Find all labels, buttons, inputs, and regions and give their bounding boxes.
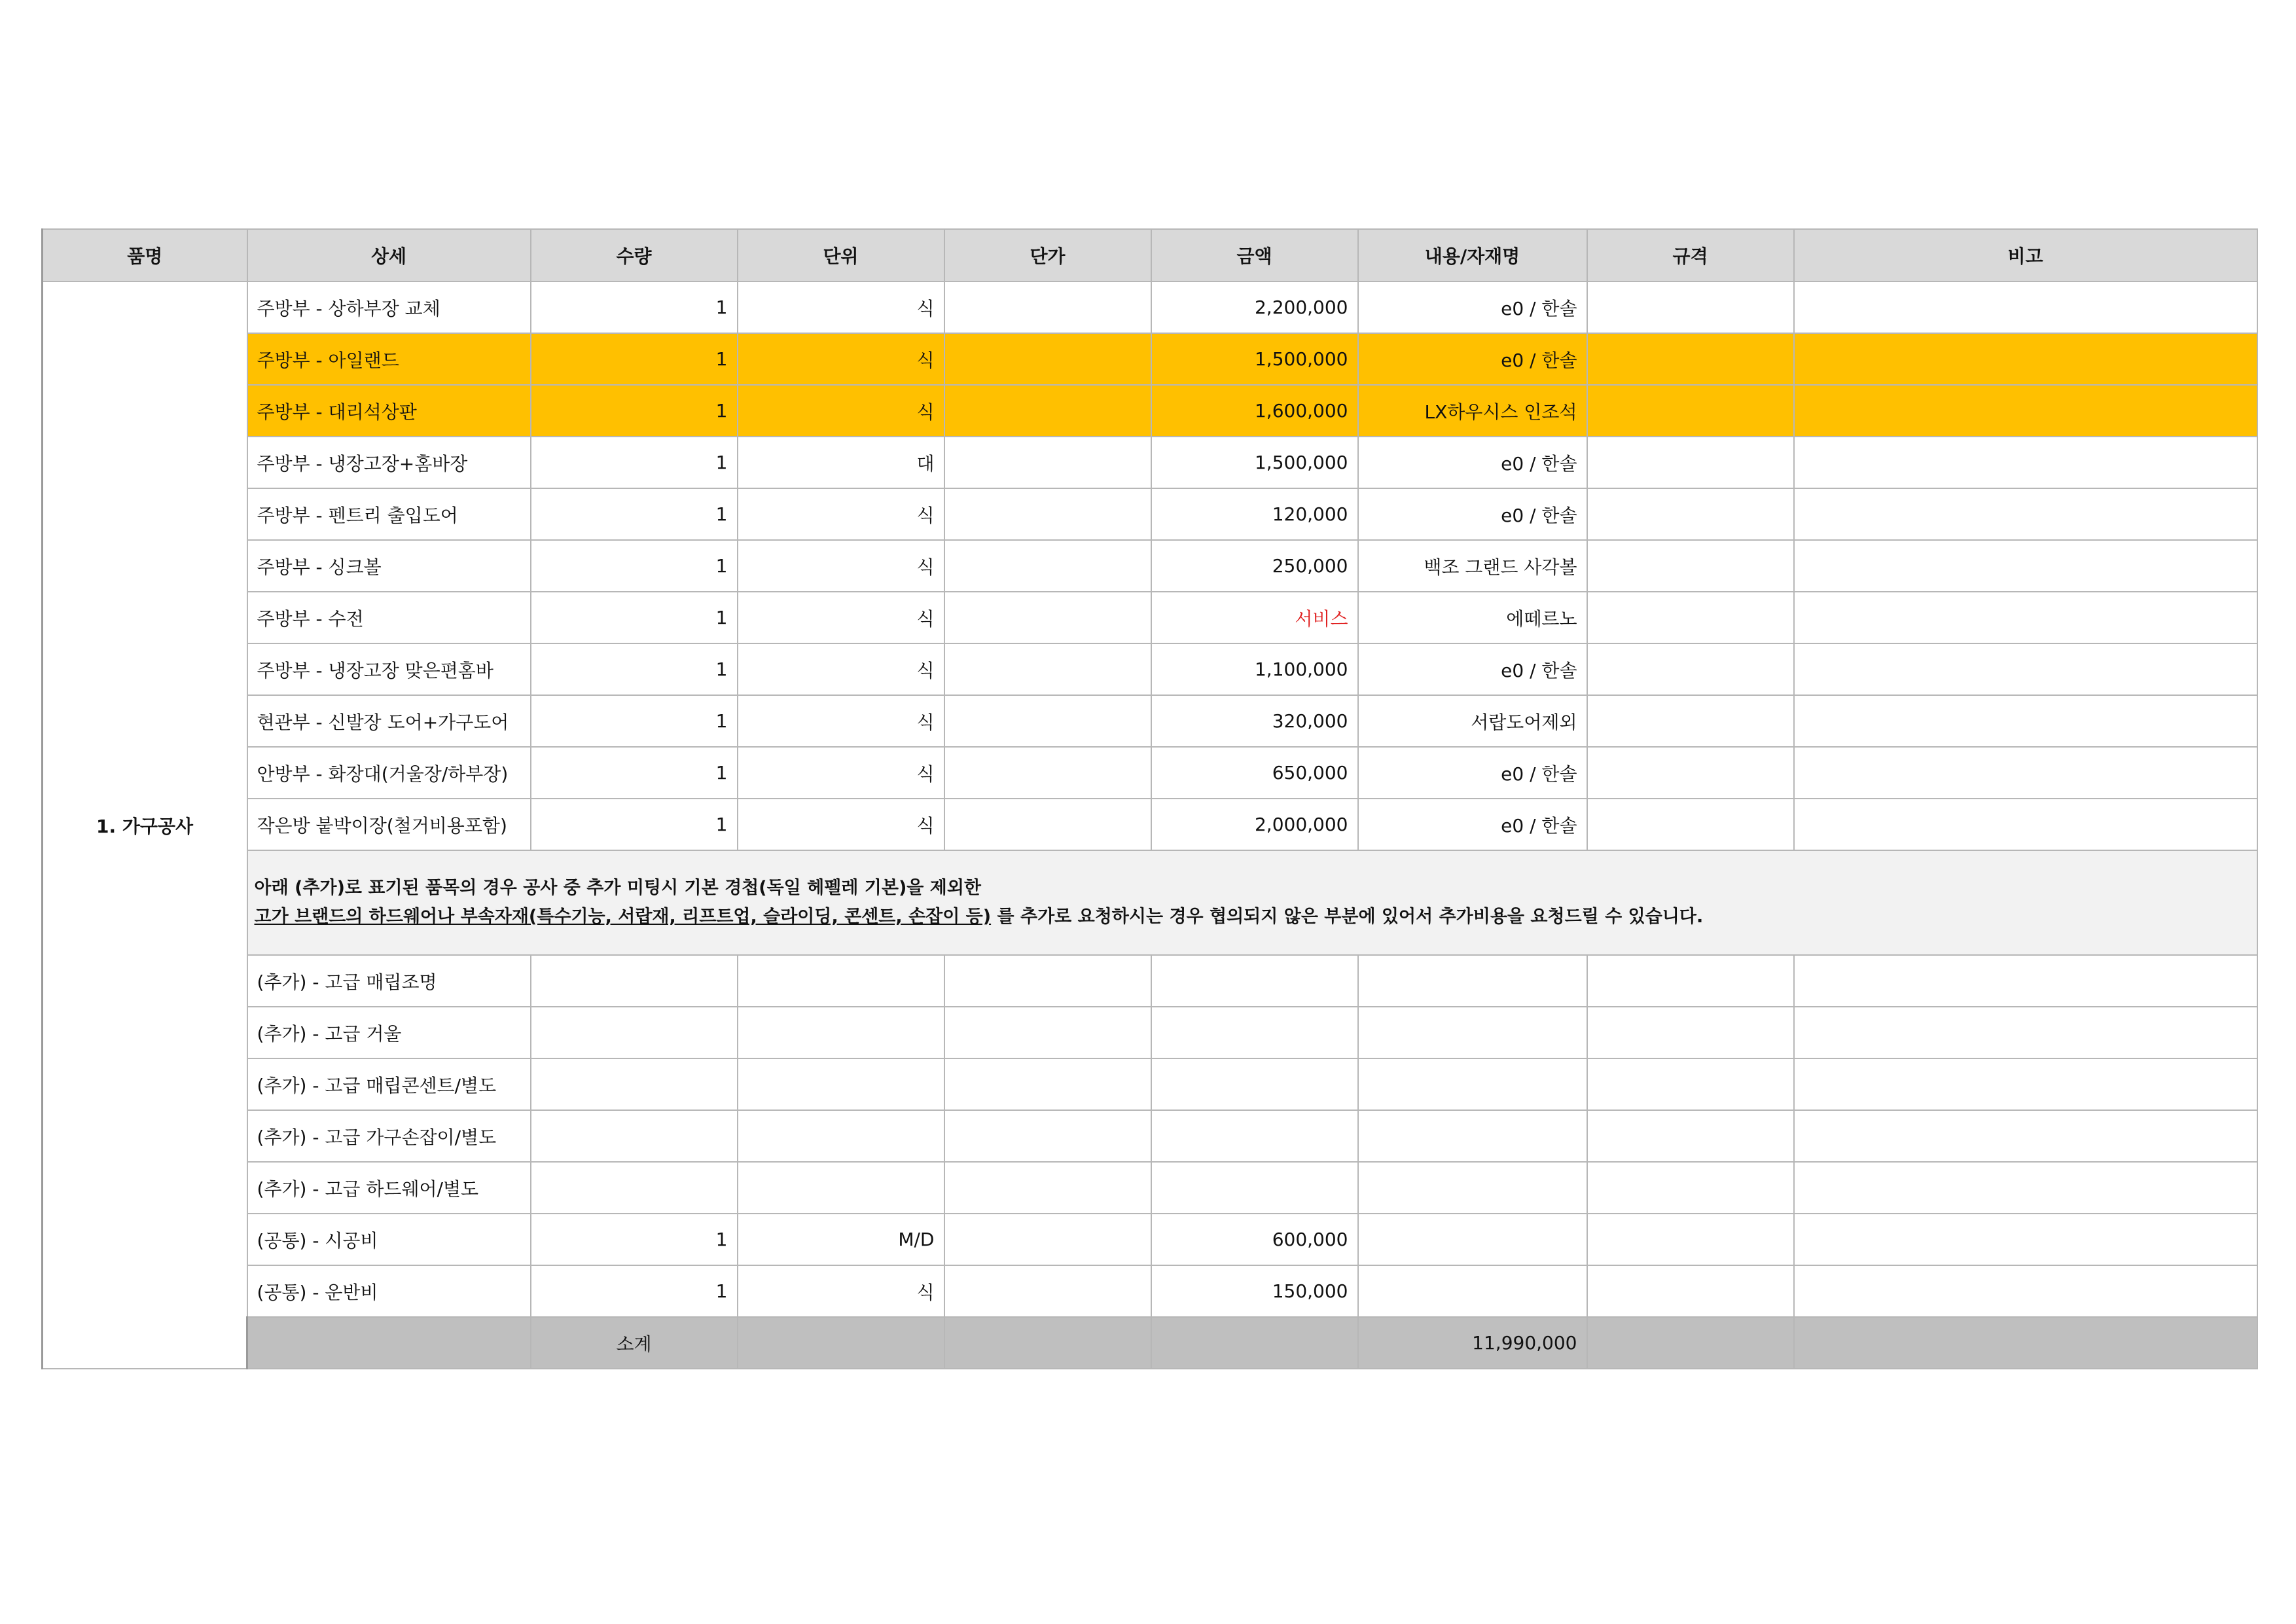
group-label: 1. 가구공사 <box>43 281 247 1369</box>
qty-cell: 1 <box>531 333 738 385</box>
subtotal-unit-cell <box>944 1317 1151 1369</box>
remarks-cell <box>1794 1058 2257 1110</box>
table-row <box>43 1214 2257 1265</box>
remarks-cell <box>1794 695 2257 747</box>
spec-cell <box>1587 1110 1794 1162</box>
spec-cell <box>1587 1214 1794 1265</box>
material-cell: 백조 그랜드 사각볼 <box>1358 540 1587 592</box>
unit-price-cell <box>944 799 1151 850</box>
subtotal-spec-cell <box>1794 1317 2257 1369</box>
remarks-cell <box>1794 281 2257 333</box>
remarks-cell <box>1794 1265 2257 1317</box>
spec-cell <box>1587 1162 1794 1214</box>
table-row <box>43 281 2257 333</box>
amount-cell: 320,000 <box>1151 695 1358 747</box>
header-cell-detail: 상세 <box>247 229 531 281</box>
header-cell-remarks: 비고 <box>1794 229 2257 281</box>
note-row <box>43 850 2257 955</box>
remarks-cell <box>1794 1214 2257 1265</box>
spec-cell <box>1587 1007 1794 1058</box>
spec-cell <box>1587 1058 1794 1110</box>
spec-cell <box>1587 540 1794 592</box>
amount-cell <box>1151 1110 1358 1162</box>
qty-cell: 1 <box>531 540 738 592</box>
material-cell <box>1358 1110 1587 1162</box>
qty-cell <box>531 1058 738 1110</box>
remarks-cell <box>1794 592 2257 643</box>
unit-price-cell <box>944 385 1151 437</box>
unit-price-cell <box>944 437 1151 488</box>
amount-cell <box>1151 1162 1358 1214</box>
remarks-cell <box>1794 540 2257 592</box>
amount-cell <box>1151 1058 1358 1110</box>
unit-cell <box>738 1058 944 1110</box>
material-cell: 에떼르노 <box>1358 592 1587 643</box>
material-cell <box>1358 1214 1587 1265</box>
unit-price-cell <box>944 695 1151 747</box>
estimate-table <box>41 228 2258 1369</box>
spec-cell <box>1587 643 1794 695</box>
unit-cell: 식 <box>738 281 944 333</box>
table-row <box>43 799 2257 850</box>
amount-cell: 650,000 <box>1151 747 1358 799</box>
detail-cell: 작은방 붙박이장(철거비용포함) <box>247 799 531 850</box>
unit-price-cell <box>944 281 1151 333</box>
header-cell-name: 품명 <box>43 229 247 281</box>
unit-price-cell <box>944 1162 1151 1214</box>
unit-cell <box>738 1162 944 1214</box>
unit-cell: 식 <box>738 747 944 799</box>
detail-cell: 주방부 - 아일랜드 <box>247 333 531 385</box>
detail-cell: 주방부 - 펜트리 출입도어 <box>247 488 531 540</box>
unit-cell: 식 <box>738 540 944 592</box>
detail-cell: 주방부 - 냉장고장+홈바장 <box>247 437 531 488</box>
spec-cell <box>1587 1265 1794 1317</box>
header-cell-unit-price: 단가 <box>944 229 1151 281</box>
amount-cell: 250,000 <box>1151 540 1358 592</box>
unit-price-cell <box>944 592 1151 643</box>
header-cell-material: 내용/자재명 <box>1358 229 1587 281</box>
unit-price-cell <box>944 1214 1151 1265</box>
qty-cell <box>531 1007 738 1058</box>
spec-cell <box>1587 592 1794 643</box>
table-row <box>43 955 2257 1007</box>
spec-cell <box>1587 437 1794 488</box>
detail-cell: (추가) - 고급 매립콘센트/별도 <box>247 1058 531 1110</box>
subtotal-name-cell <box>247 1317 531 1369</box>
unit-cell <box>738 1110 944 1162</box>
qty-cell: 1 <box>531 281 738 333</box>
detail-cell: (추가) - 고급 매립조명 <box>247 955 531 1007</box>
material-cell: e0 / 한솔 <box>1358 747 1587 799</box>
qty-cell <box>531 1110 738 1162</box>
detail-cell: 현관부 - 신발장 도어+가구도어 <box>247 695 531 747</box>
unit-cell: 식 <box>738 1265 944 1317</box>
remarks-cell <box>1794 955 2257 1007</box>
table-row <box>43 540 2257 592</box>
subtotal-row <box>43 1317 2257 1369</box>
remarks-cell <box>1794 1007 2257 1058</box>
qty-cell <box>531 955 738 1007</box>
detail-cell: 주방부 - 상하부장 교체 <box>247 281 531 333</box>
unit-cell: 식 <box>738 385 944 437</box>
qty-cell: 1 <box>531 1265 738 1317</box>
unit-price-cell <box>944 1007 1151 1058</box>
qty-cell <box>531 1162 738 1214</box>
table-row <box>43 333 2257 385</box>
note-cell <box>247 850 2257 955</box>
material-cell <box>1358 955 1587 1007</box>
subtotal-material-cell <box>1587 1317 1794 1369</box>
remarks-cell <box>1794 799 2257 850</box>
detail-cell: 주방부 - 싱크볼 <box>247 540 531 592</box>
header-cell-qty: 수량 <box>531 229 738 281</box>
unit-cell: 식 <box>738 333 944 385</box>
qty-cell: 1 <box>531 385 738 437</box>
remarks-cell <box>1794 385 2257 437</box>
material-cell <box>1358 1265 1587 1317</box>
note-rest-text: 를 추가로 요청하시는 경우 협의되지 않은 부분에 있어서 추가비용을 요청드릴 수 있습니다. <box>991 907 1704 927</box>
material-cell <box>1358 1058 1587 1110</box>
material-cell: e0 / 한솔 <box>1358 643 1587 695</box>
remarks-cell <box>1794 747 2257 799</box>
qty-cell: 1 <box>531 592 738 643</box>
detail-cell: 안방부 - 화장대(거울장/하부장) <box>247 747 531 799</box>
unit-price-cell <box>944 333 1151 385</box>
detail-cell: (공통) - 운반비 <box>247 1265 531 1317</box>
unit-cell: 식 <box>738 592 944 643</box>
amount-cell: 1,500,000 <box>1151 437 1358 488</box>
unit-cell: 식 <box>738 695 944 747</box>
spec-cell <box>1587 799 1794 850</box>
amount-cell <box>1151 1007 1358 1058</box>
table-row <box>43 1162 2257 1214</box>
qty-cell: 1 <box>531 799 738 850</box>
spec-cell <box>1587 955 1794 1007</box>
remarks-cell <box>1794 437 2257 488</box>
spec-cell <box>1587 333 1794 385</box>
amount-cell: 120,000 <box>1151 488 1358 540</box>
detail-cell: (추가) - 고급 거울 <box>247 1007 531 1058</box>
qty-cell: 1 <box>531 695 738 747</box>
unit-price-cell <box>944 540 1151 592</box>
remarks-cell <box>1794 333 2257 385</box>
material-cell: e0 / 한솔 <box>1358 333 1587 385</box>
material-cell: e0 / 한솔 <box>1358 799 1587 850</box>
unit-price-cell <box>944 1110 1151 1162</box>
qty-cell: 1 <box>531 1214 738 1265</box>
spec-cell <box>1587 281 1794 333</box>
note-line-1: 아래 (추가)로 표기된 품목의 경우 공사 중 추가 미팅시 기본 경첩(독일 헤펠레 기본)을 제외한 <box>254 878 982 898</box>
table-row <box>43 385 2257 437</box>
unit-cell: 식 <box>738 643 944 695</box>
unit-cell: M/D <box>738 1214 944 1265</box>
detail-cell: (추가) - 고급 하드웨어/별도 <box>247 1162 531 1214</box>
remarks-cell <box>1794 1162 2257 1214</box>
spec-cell <box>1587 747 1794 799</box>
subtotal-unit-price-cell <box>1151 1317 1358 1369</box>
remarks-cell <box>1794 1110 2257 1162</box>
note-line-2 <box>255 903 2250 931</box>
subtotal-qty-cell <box>738 1317 944 1369</box>
amount-cell <box>1151 955 1358 1007</box>
header-cell-amount: 금액 <box>1151 229 1358 281</box>
header-row <box>43 229 2257 281</box>
amount-cell: 2,000,000 <box>1151 799 1358 850</box>
qty-cell: 1 <box>531 437 738 488</box>
material-cell: e0 / 한솔 <box>1358 437 1587 488</box>
material-cell: 서랍도어제외 <box>1358 695 1587 747</box>
unit-price-cell <box>944 747 1151 799</box>
spec-cell <box>1587 385 1794 437</box>
table-row <box>43 488 2257 540</box>
material-cell: LX하우시스 인조석 <box>1358 385 1587 437</box>
table-row <box>43 643 2257 695</box>
table-row <box>43 1007 2257 1058</box>
amount-cell: 서비스 <box>1151 592 1358 643</box>
qty-cell: 1 <box>531 643 738 695</box>
remarks-cell <box>1794 488 2257 540</box>
qty-cell: 1 <box>531 488 738 540</box>
unit-price-cell <box>944 955 1151 1007</box>
table-row <box>43 437 2257 488</box>
detail-cell: 주방부 - 대리석상판 <box>247 385 531 437</box>
table-row <box>43 592 2257 643</box>
unit-cell: 대 <box>738 437 944 488</box>
unit-price-cell <box>944 643 1151 695</box>
table-row <box>43 747 2257 799</box>
detail-cell: (공통) - 시공비 <box>247 1214 531 1265</box>
subtotal-amount: 11,990,000 <box>1358 1317 1587 1369</box>
remarks-cell <box>1794 643 2257 695</box>
amount-cell: 1,100,000 <box>1151 643 1358 695</box>
detail-cell: 주방부 - 수전 <box>247 592 531 643</box>
material-cell: e0 / 한솔 <box>1358 281 1587 333</box>
unit-cell: 식 <box>738 799 944 850</box>
material-cell: e0 / 한솔 <box>1358 488 1587 540</box>
table-row <box>43 1265 2257 1317</box>
header-cell-unit: 단위 <box>738 229 944 281</box>
unit-price-cell <box>944 1265 1151 1317</box>
amount-cell: 1,600,000 <box>1151 385 1358 437</box>
amount-cell: 150,000 <box>1151 1265 1358 1317</box>
amount-cell: 1,500,000 <box>1151 333 1358 385</box>
spec-cell <box>1587 488 1794 540</box>
material-cell <box>1358 1162 1587 1214</box>
table-row <box>43 1110 2257 1162</box>
subtotal-label: 소계 <box>531 1317 738 1369</box>
unit-price-cell <box>944 1058 1151 1110</box>
unit-cell <box>738 955 944 1007</box>
amount-cell: 600,000 <box>1151 1214 1358 1265</box>
detail-cell: (추가) - 고급 가구손잡이/별도 <box>247 1110 531 1162</box>
header-cell-spec: 규격 <box>1587 229 1794 281</box>
table-row <box>43 695 2257 747</box>
unit-cell: 식 <box>738 488 944 540</box>
qty-cell: 1 <box>531 747 738 799</box>
amount-cell: 2,200,000 <box>1151 281 1358 333</box>
spec-cell <box>1587 695 1794 747</box>
detail-cell: 주방부 - 냉장고장 맞은편홈바 <box>247 643 531 695</box>
unit-cell <box>738 1007 944 1058</box>
unit-price-cell <box>944 488 1151 540</box>
note-underlined-text: 고가 브랜드의 하드웨어나 부속자재(특수기능, 서랍재, 리프트업, 슬라이딩, 콘센트, 손잡이 등) <box>254 907 992 927</box>
table-row <box>43 1058 2257 1110</box>
material-cell <box>1358 1007 1587 1058</box>
